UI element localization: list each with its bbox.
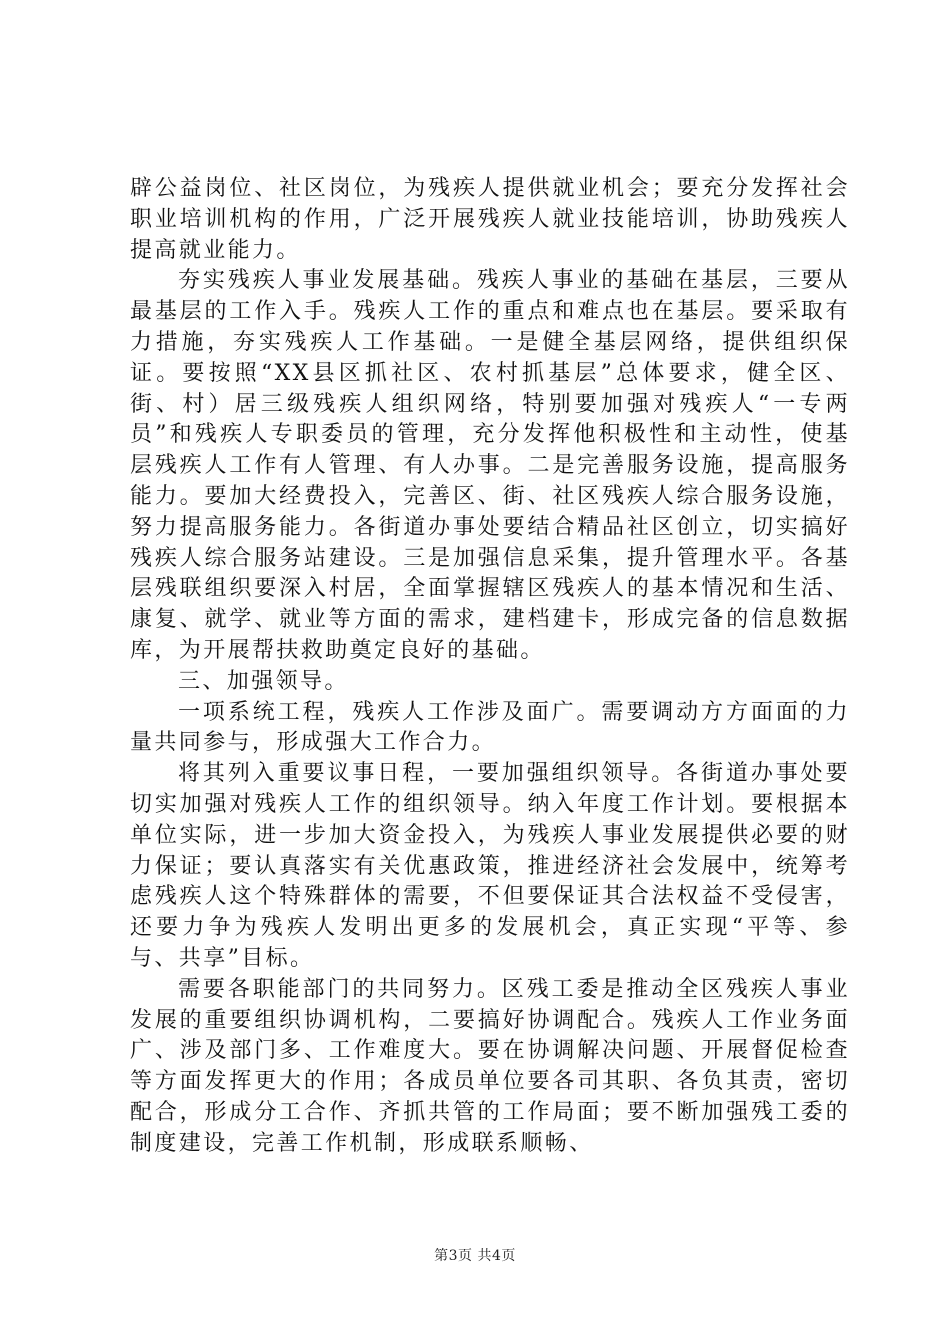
document-body bbox=[130, 174, 850, 1160]
paragraph-employment-continued: 辟公益岗位、社区岗位，为残疾人提供就业机会；要充分发挥社会职业培训机构的作用，广泛开展残疾人就业技能培训，协助残疾人提高就业能力。 bbox=[130, 176, 850, 263]
page-number-footer: 第3页 共4页 bbox=[434, 1248, 516, 1264]
paragraph-systematic-project: 一项系统工程，残疾人工作涉及面广。需要调动方方面面的力量共同参与，形成强大工作合力。 bbox=[130, 699, 850, 756]
paragraph-grassroots-foundation: 夯实残疾人事业发展基础。残疾人事业的基础在基层，三要从最基层的工作入手。残疾人工作的重点和难点也在基层。要采取有力措施，夯实残疾人工作基础。一是健全基层网络，提供组织保证。要按照“XX县区抓社区、农村抓基层”总体要求，健全区、街、村）居三级残疾人组织网络，特别要加强对残疾人“一专两员”和残疾人专职委员的管理，充分发挥他积极性和主动性，使基层残疾人工作有人管理、有人办事。二是完善服务设施，提高服务能力。要加大经费投入，完善区、街、社区残疾人综合服务设施，努力提高服务能力。各街道办事处要结合精品社区创立，切实搞好残疾人综合服务站建设。三是加强信息采集，提升管理水平。各基层残联组织要深入村居，全面掌握辖区残疾人的基本情况和生活、康复、就学、就业等方面的需求，建档建卡，形成完备的信息数据库，为开展帮扶救助奠定良好的基础。 bbox=[130, 268, 850, 663]
paragraph-coordination: 需要各职能部门的共同努力。区残工委是推动全区残疾人事业发展的重要组织协调机构，二要搞好协调配合。残疾人工作业务面广、涉及部门多、工作难度大。要在协调解决问题、开展督促检查等方面发挥更大的作用；各成员单位要各司其职、各负其责，密切配合，形成分工合作、齐抓共管的工作局面；要不断加强残工委的制度建设，完善工作机制，形成联系顺畅、 bbox=[130, 976, 850, 1156]
paragraph-organizational-leadership: 将其列入重要议事日程，一要加强组织领导。各街道办事处要切实加强对残疾人工作的组织领导。纳入年度工作计划。要根据本单位实际，进一步加大资金投入，为残疾人事业发展提供必要的财力保证；要认真落实有关优惠政策，推进经济社会发展中，统筹考虑残疾人这个特殊群体的需要，不但要保证其合法权益不受侵害，还要力争为残疾人发明出更多的发展机会，真正实现“平等、参与、共享”目标。 bbox=[130, 761, 850, 971]
section-heading-strengthen-leadership: 三、加强领导。 bbox=[178, 668, 349, 694]
